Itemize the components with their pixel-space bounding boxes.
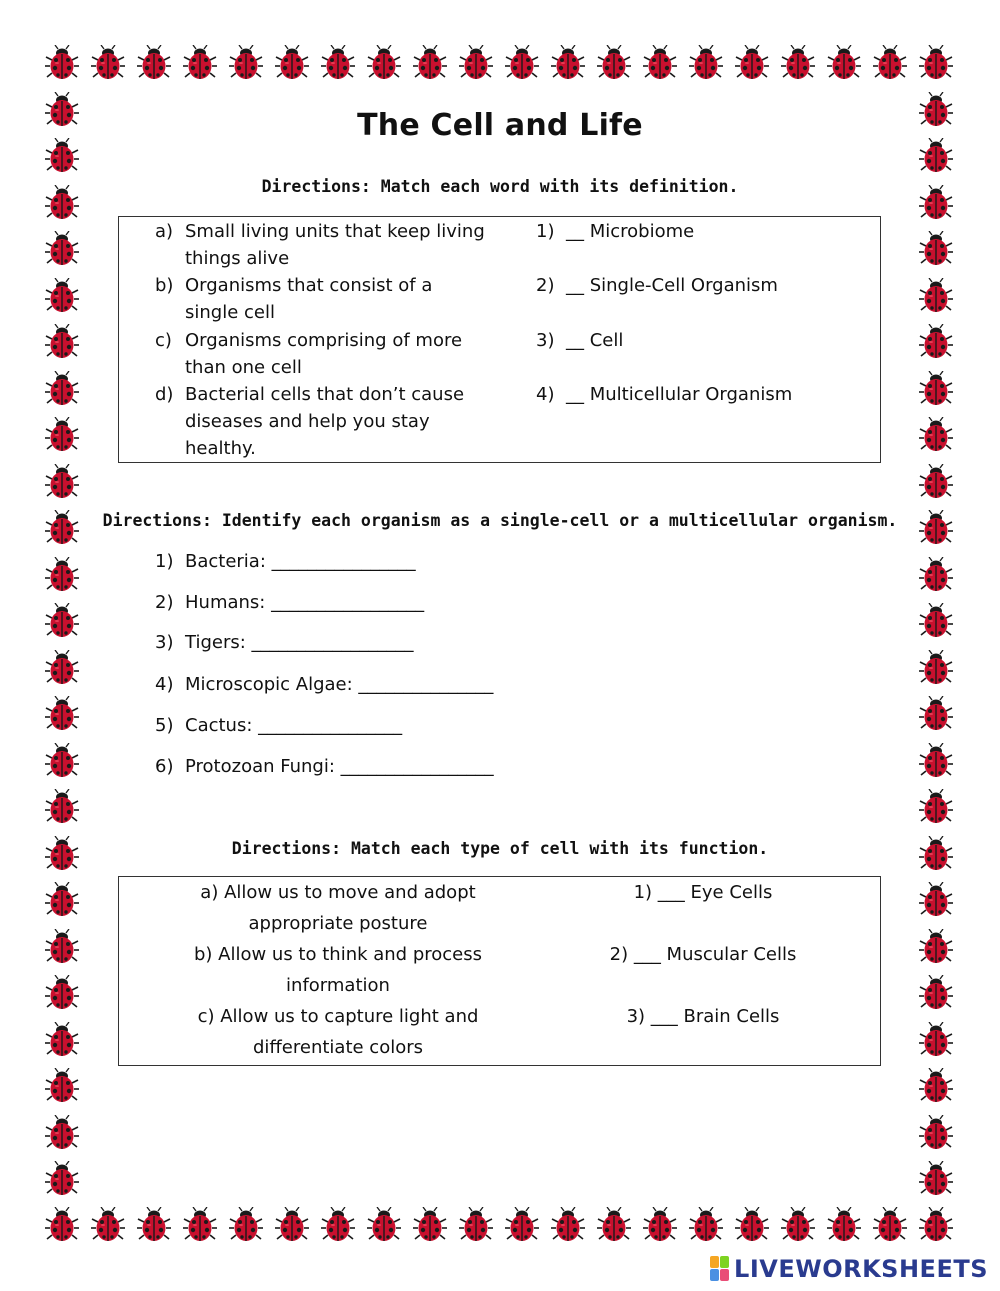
ladybug-icon [919,371,953,407]
ladybug-icon [275,1207,309,1243]
ladybug-icon [919,231,953,267]
cell-type-3[interactable]: 3) ___ Brain Cells [626,1006,780,1027]
section1-directions: Directions: Match each word with its definition. [261,177,739,196]
ladybug-icon [919,743,953,779]
ladybug-icon [91,1207,125,1243]
ladybug-icon [919,324,953,360]
definition-letter: a) [155,221,174,242]
brand-text: LIVEWORKSHEETS [734,1255,988,1283]
ladybug-icon [735,1207,769,1243]
ladybug-icon [827,1207,861,1243]
page-title: The Cell and Life [357,108,643,143]
ladybug-icon [643,45,677,81]
ladybug-icon [781,45,815,81]
ladybug-icon [919,789,953,825]
ladybug-icon [919,1161,953,1197]
definition-text: than one cell [185,357,302,378]
organism-text: Tigers: __________________ [185,632,414,653]
ladybug-icon [45,1068,79,1104]
organism-number: 2) [155,592,174,613]
ladybug-icon [873,1207,907,1243]
organism-text: Microscopic Algae: _______________ [185,674,494,695]
function-text: c) Allow us to capture light and [197,1006,479,1027]
ladybug-icon [45,696,79,732]
section3-directions: Directions: Match each type of cell with its function. [231,839,769,858]
function-text: differentiate colors [252,1037,424,1058]
ladybug-icon [413,45,447,81]
ladybug-icon [735,45,769,81]
ladybug-icon [919,929,953,965]
ladybug-icon [183,45,217,81]
ladybug-icon [45,929,79,965]
ladybug-icon [45,1022,79,1058]
organism-number: 4) [155,674,174,695]
organism-text: Humans: _________________ [185,592,425,613]
definition-text: healthy. [185,438,256,459]
definition-text: things alive [185,248,290,269]
ladybug-icon [45,464,79,500]
ladybug-icon [919,650,953,686]
word-number: 1) [536,221,555,242]
ladybug-icon [505,45,539,81]
ladybug-icon [781,1207,815,1243]
ladybug-icon [689,1207,723,1243]
liveworksheets-logo-icon [710,1256,730,1282]
ladybug-icon [229,45,263,81]
ladybug-icon [45,557,79,593]
definition-text: Organisms that consist of a [185,275,433,296]
ladybug-icon [919,696,953,732]
ladybug-icon [229,1207,263,1243]
organism-number: 3) [155,632,174,653]
ladybug-icon [459,1207,493,1243]
ladybug-icon [45,278,79,314]
definition-letter: d) [155,384,174,405]
word-text: __ Cell [566,330,624,351]
definition-text: Bacterial cells that don’t cause [185,384,465,405]
ladybug-icon [183,1207,217,1243]
ladybug-icon [45,882,79,918]
ladybug-icon [45,231,79,267]
ladybug-icon [45,371,79,407]
word-text: __ Microbiome [566,221,695,242]
cell-type-2[interactable]: 2) ___ Muscular Cells [609,944,797,965]
ladybug-icon [643,1207,677,1243]
definition-letter: c) [155,330,172,351]
ladybug-icon [367,1207,401,1243]
ladybug-icon [551,1207,585,1243]
ladybug-icon [919,138,953,174]
ladybug-icon [367,45,401,81]
ladybug-icon [873,45,907,81]
ladybug-icon [919,1115,953,1151]
ladybug-icon [919,975,953,1011]
organism-text: Bacteria: ________________ [185,551,416,572]
ladybug-icon [551,45,585,81]
ladybug-icon [597,1207,631,1243]
ladybug-icon [45,743,79,779]
ladybug-icon [505,1207,539,1243]
liveworksheets-brand[interactable] [710,1255,988,1283]
ladybug-icon [827,45,861,81]
ladybug-icon [413,1207,447,1243]
ladybug-icon [321,1207,355,1243]
ladybug-icon [919,557,953,593]
ladybug-icon [45,603,79,639]
word-text: __ Multicellular Organism [566,384,793,405]
ladybug-icon [45,975,79,1011]
definition-text: diseases and help you stay [185,411,430,432]
ladybug-icon [45,1161,79,1197]
ladybug-icon [459,45,493,81]
ladybug-icon [919,45,953,81]
ladybug-icon [275,45,309,81]
function-text: information [286,975,390,996]
organism-text: Cactus: ________________ [185,715,403,736]
ladybug-icon [597,45,631,81]
definition-text: Small living units that keep living [185,221,485,242]
ladybug-icon [45,138,79,174]
ladybug-icon [45,1115,79,1151]
ladybug-icon [45,789,79,825]
word-number: 4) [536,384,555,405]
ladybug-icon [45,1207,79,1243]
definition-letter: b) [155,275,174,296]
ladybug-icon [919,1022,953,1058]
ladybug-icon [919,882,953,918]
ladybug-icon [45,324,79,360]
definition-text: single cell [185,302,275,323]
cell-type-1[interactable]: 1) ___ Eye Cells [633,882,773,903]
function-text: appropriate posture [248,913,428,934]
function-text: b) Allow us to think and process [193,944,483,965]
word-number: 2) [536,275,555,296]
organism-number: 6) [155,756,174,777]
ladybug-icon [45,417,79,453]
word-text: __ Single-Cell Organism [566,275,778,296]
ladybug-icon [45,45,79,81]
ladybug-icon [919,417,953,453]
organism-text: Protozoan Fungi: _________________ [185,756,494,777]
ladybug-icon [919,1207,953,1243]
organism-number: 5) [155,715,174,736]
ladybug-icon [919,1068,953,1104]
organism-number: 1) [155,551,174,572]
definition-text: Organisms comprising of more [185,330,463,351]
section2-directions: Directions: Identify each organism as a single-cell or a multicellular organism. [102,511,898,530]
word-number: 3) [536,330,555,351]
ladybug-icon [137,1207,171,1243]
function-text: a) Allow us to move and adopt [200,882,476,903]
ladybug-icon [321,45,355,81]
ladybug-icon [919,603,953,639]
ladybug-icon [689,45,723,81]
ladybug-icon [919,278,953,314]
ladybug-icon [137,45,171,81]
ladybug-icon [45,650,79,686]
ladybug-icon [91,45,125,81]
ladybug-icon [919,464,953,500]
